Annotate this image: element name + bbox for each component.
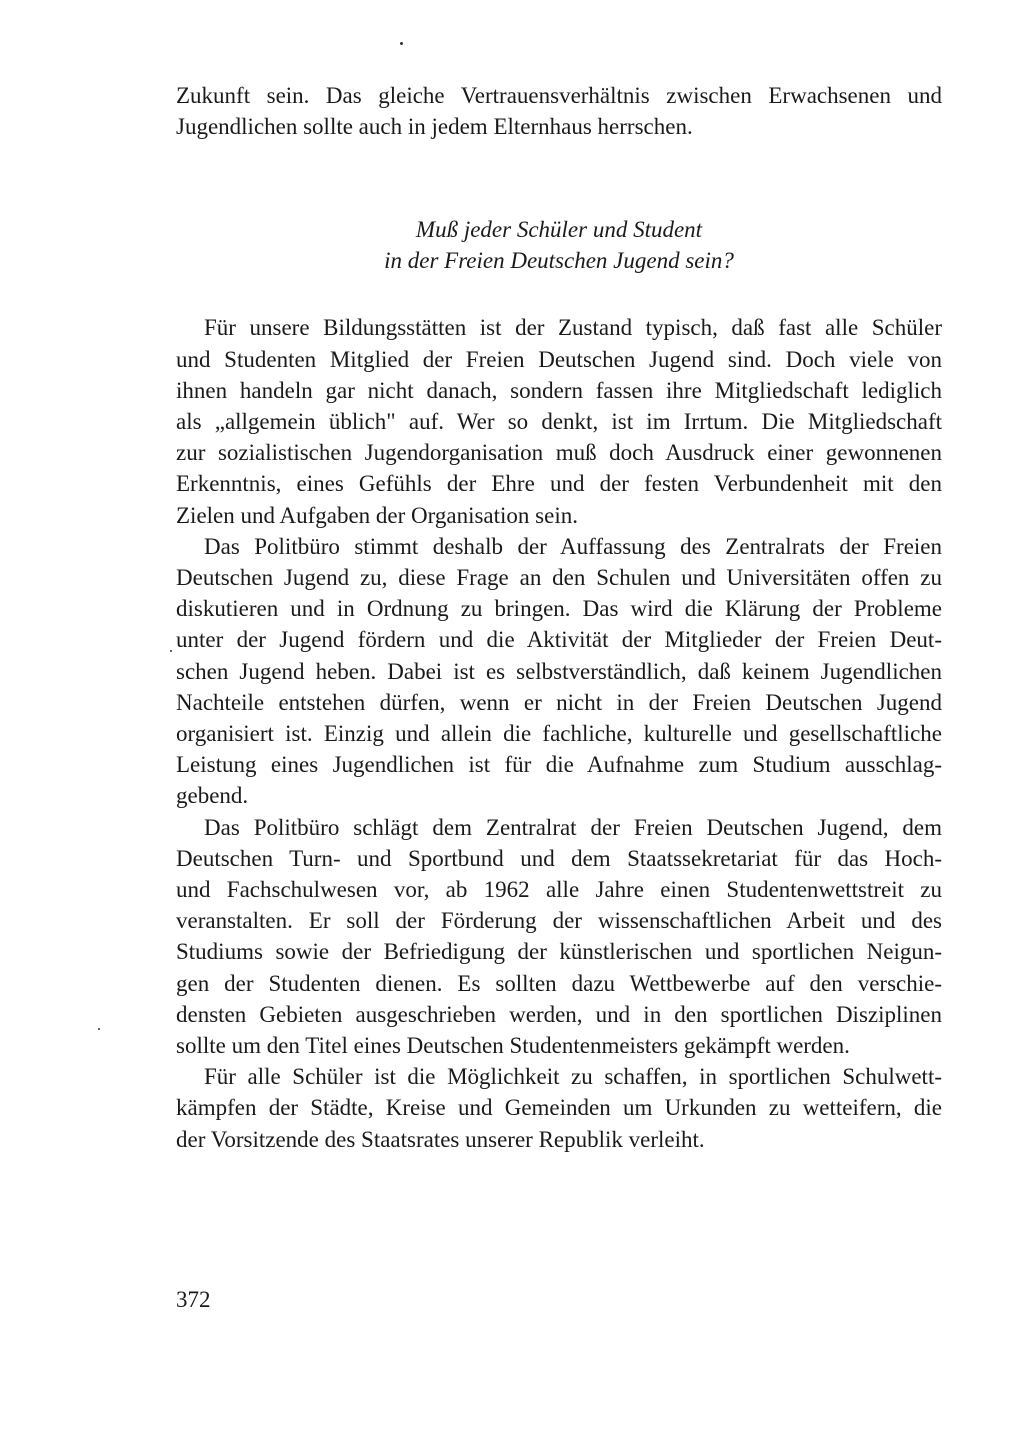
section-heading [176, 214, 942, 276]
text-line: zur sozialistischen Jugendorganisation muß doch Ausdruck einer gewonnenen [176, 440, 942, 466]
text-line: Zielen und Aufgaben der Organisation sein. [176, 502, 578, 528]
text-line: diskutieren und in Ordnung zu bringen. Das wird die Klärung der Probleme [176, 596, 942, 622]
text-line: Zukunft sein. Das gleiche Vertrauensverhältnis zwischen Erwachsenen und [176, 83, 942, 108]
print-speck [98, 1028, 100, 1030]
text-line: Für alle Schüler ist die Möglichkeit zu schaffen, in sportlichen Schulwett- [204, 1064, 942, 1090]
paragraph-school-sports [176, 1061, 942, 1155]
paragraph-politburo-position [176, 531, 942, 812]
text-line: Jugendlichen sollte auch in jedem Elternhaus herrschen. [176, 114, 693, 140]
print-speck [400, 42, 403, 45]
text-line: Deutschen Turn- und Sportbund und dem Staatssekretariat für das Hoch- [176, 845, 942, 871]
text-line: kämpfen der Städte, Kreise und Gemeinden um Urkunden zu wetteifern, die [176, 1095, 942, 1121]
paragraph-student-competition [176, 812, 942, 1062]
text-line: Erkenntnis, eines Gefühls der Ehre und der festen Verbundenheit mit den [176, 471, 942, 497]
text-line: schen Jugend heben. Dabei ist es selbstverständlich, daß keinem Jugendlichen [176, 658, 942, 684]
text-line: Studiums sowie der Befriedigung der künstlerischen und sportlichen Neigun- [176, 939, 942, 965]
text-line: gen der Studenten dienen. Es sollten dazu Wettbewerbe auf den verschie- [176, 970, 942, 996]
text-line: sollte um den Titel eines Deutschen Studentenmeisters gekämpft werden. [176, 1033, 850, 1059]
heading-line-1: Muß jeder Schüler und Student [415, 217, 703, 243]
text-line: gebend. [176, 783, 249, 809]
page-number: 372 [176, 1287, 211, 1312]
text-line: Das Politbüro stimmt deshalb der Auffassung des Zentralrats der Freien [204, 533, 942, 559]
text-line: Für unsere Bildungsstätten ist der Zustand typisch, daß fast alle Schüler [204, 315, 942, 341]
text-line: Deutschen Jugend zu, diese Frage an den Schulen und Universitäten offen zu [176, 565, 942, 591]
text-line: organisiert ist. Einzig und allein die fachliche, kulturelle und gesellschaftliche [176, 721, 942, 747]
paragraph-membership [176, 312, 942, 530]
text-line: und Studenten Mitglied der Freien Deutschen Jugend sind. Doch viele von [176, 346, 942, 372]
text-line: der Vorsitzende des Staatsrates unserer Republik verleiht. [176, 1126, 705, 1152]
text-line: veranstalten. Er soll der Förderung der wissenschaftlichen Arbeit und des [176, 908, 942, 934]
print-speck [170, 650, 172, 652]
text-line: und Fachschulwesen vor, ab 1962 alle Jahre einen Studentenwettstreit zu [176, 877, 942, 903]
text-line: unter der Jugend fördern und die Aktivität der Mitglieder der Freien Deut- [176, 627, 942, 653]
text-line: Das Politbüro schlägt dem Zentralrat der Freien Deutschen Jugend, dem [204, 814, 942, 840]
text-line: als „allgemein üblich" auf. Wer so denkt, ist im Irrtum. Die Mitgliedschaft [176, 409, 942, 435]
heading-line-2: in der Freien Deutschen Jugend sein? [384, 248, 734, 274]
text-line: Nachteile entstehen dürfen, wenn er nicht in der Freien Deutschen Jugend [176, 689, 942, 715]
intro-paragraph [176, 80, 942, 142]
text-line: ihnen handeln gar nicht danach, sondern fassen ihre Mitgliedschaft lediglich [176, 377, 942, 403]
text-line: densten Gebieten ausgeschrieben werden, und in den sportlichen Disziplinen [176, 1001, 942, 1027]
page-body [176, 80, 942, 1155]
text-line: Leistung eines Jugendlichen ist für die Aufnahme zum Studium ausschlag- [176, 752, 942, 778]
